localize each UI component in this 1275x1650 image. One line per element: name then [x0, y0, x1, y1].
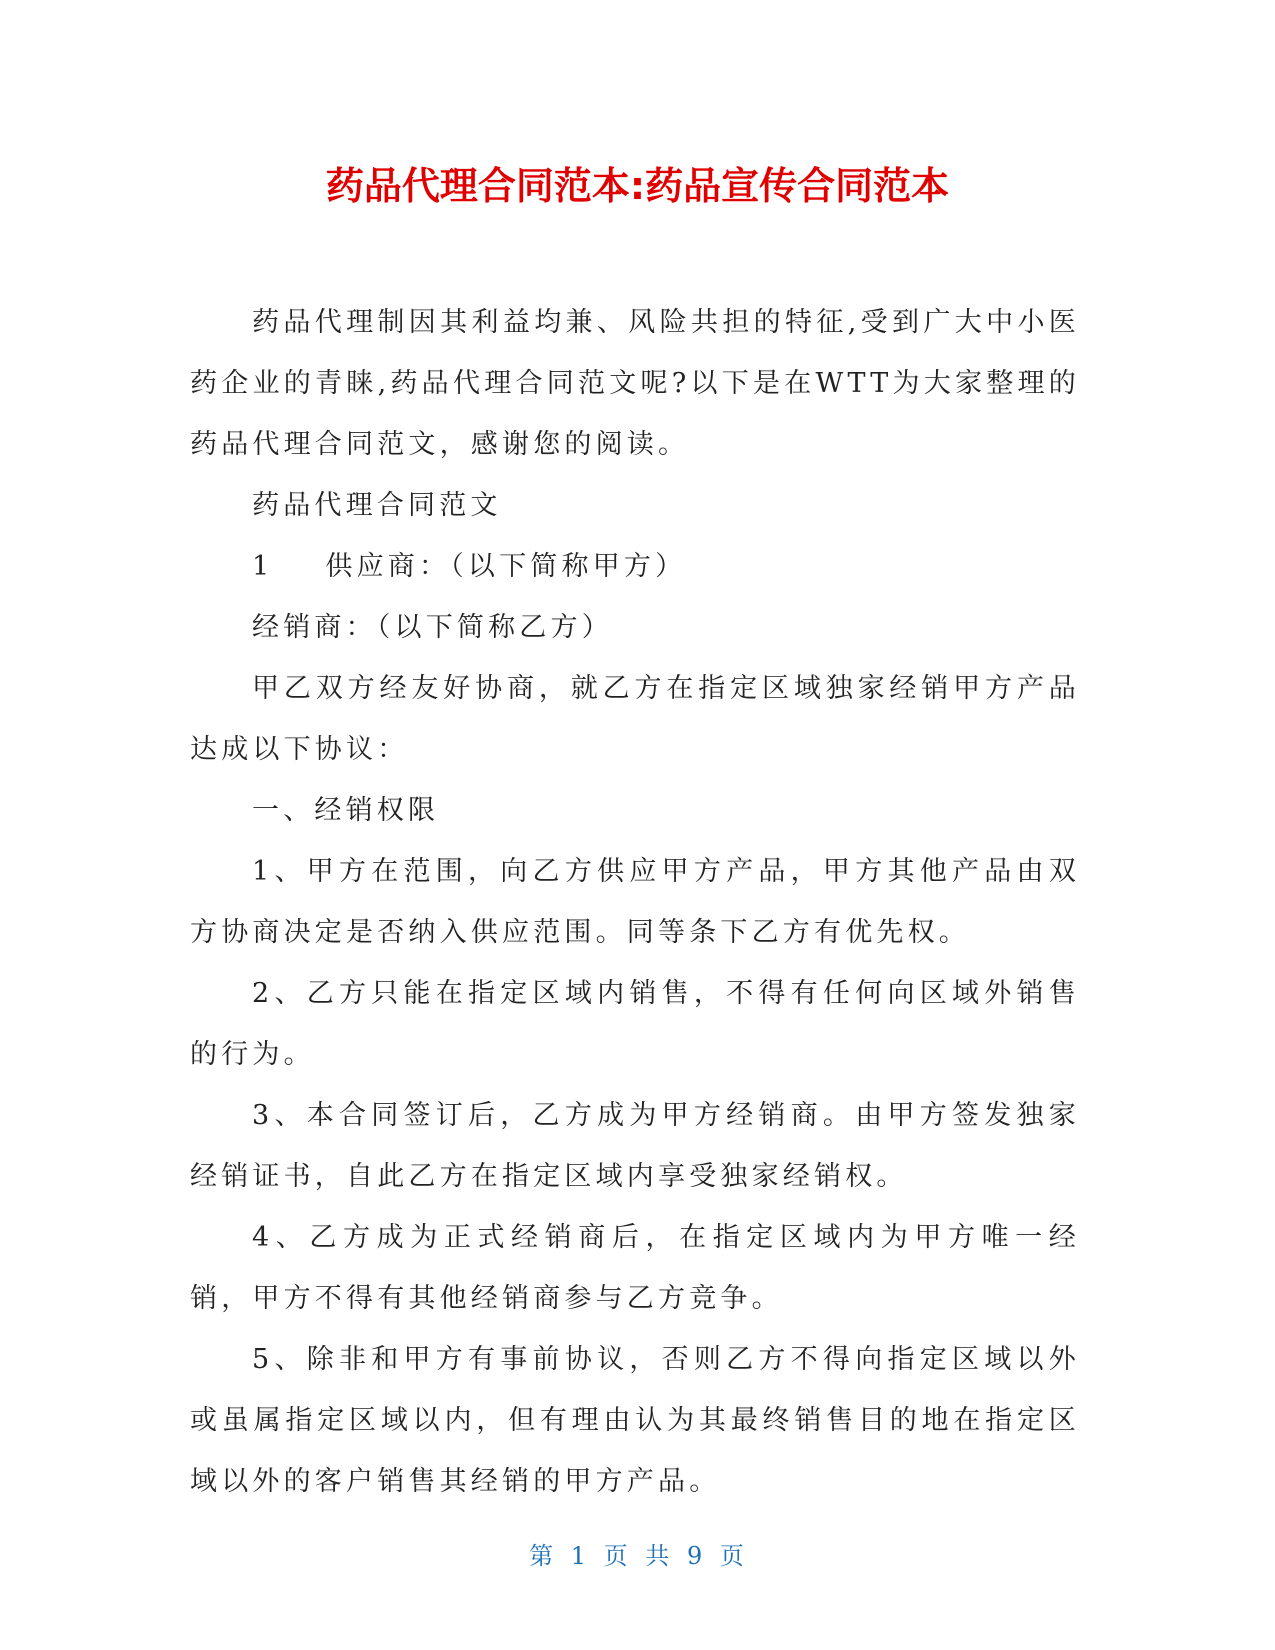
document-title: 药品代理合同范本:药品宣传合同范本 — [325, 164, 950, 208]
document-body — [190, 292, 1080, 1512]
intro-paragraph: 药品代理制因其利益均兼、风险共担的特征,受到广大中小医药企业的青睐,药品代理合同范文呢?以下是在WTT为大家整理的药品代理合同范文，感谢您的阅读。 — [190, 307, 1080, 460]
clause-1: 1、甲方在范围，向乙方供应甲方产品，甲方其他产品由双方协商决定是否纳入供应范围。同等条下乙方有优先权。 — [190, 856, 1080, 948]
contract-heading: 药品代理合同范文 — [252, 490, 502, 521]
clause-3: 3、本合同签订后，乙方成为甲方经销商。由甲方签发独家经销证书，自此乙方在指定区域内享受独家经销权。 — [190, 1100, 1080, 1192]
clause-5: 5、除非和甲方有事前协议，否则乙方不得向指定区域以外或虽属指定区域以内，但有理由认为其最终销售目的地在指定区域以外的客户销售其经销的甲方产品。 — [190, 1344, 1080, 1497]
agreement-paragraph: 甲乙双方经友好协商，就乙方在指定区域独家经销甲方产品达成以下协议： — [190, 673, 1080, 765]
supplier-text: 供应商：（以下简称甲方） — [325, 551, 687, 582]
section-heading: 一、经销权限 — [252, 795, 440, 826]
clause-4: 4、乙方成为正式经销商后，在指定区域内为甲方唯一经销，甲方不得有其他经销商参与乙方竞争。 — [190, 1222, 1080, 1314]
page-number-footer: 第 1 页 共 9 页 — [529, 1542, 746, 1570]
clause-2: 2、乙方只能在指定区域内销售，不得有任何向区域外销售的行为。 — [190, 978, 1080, 1070]
distributor-line: 经销商：（以下简称乙方） — [252, 612, 613, 643]
supplier-line — [190, 536, 1080, 597]
supplier-number: 1 — [252, 551, 274, 582]
